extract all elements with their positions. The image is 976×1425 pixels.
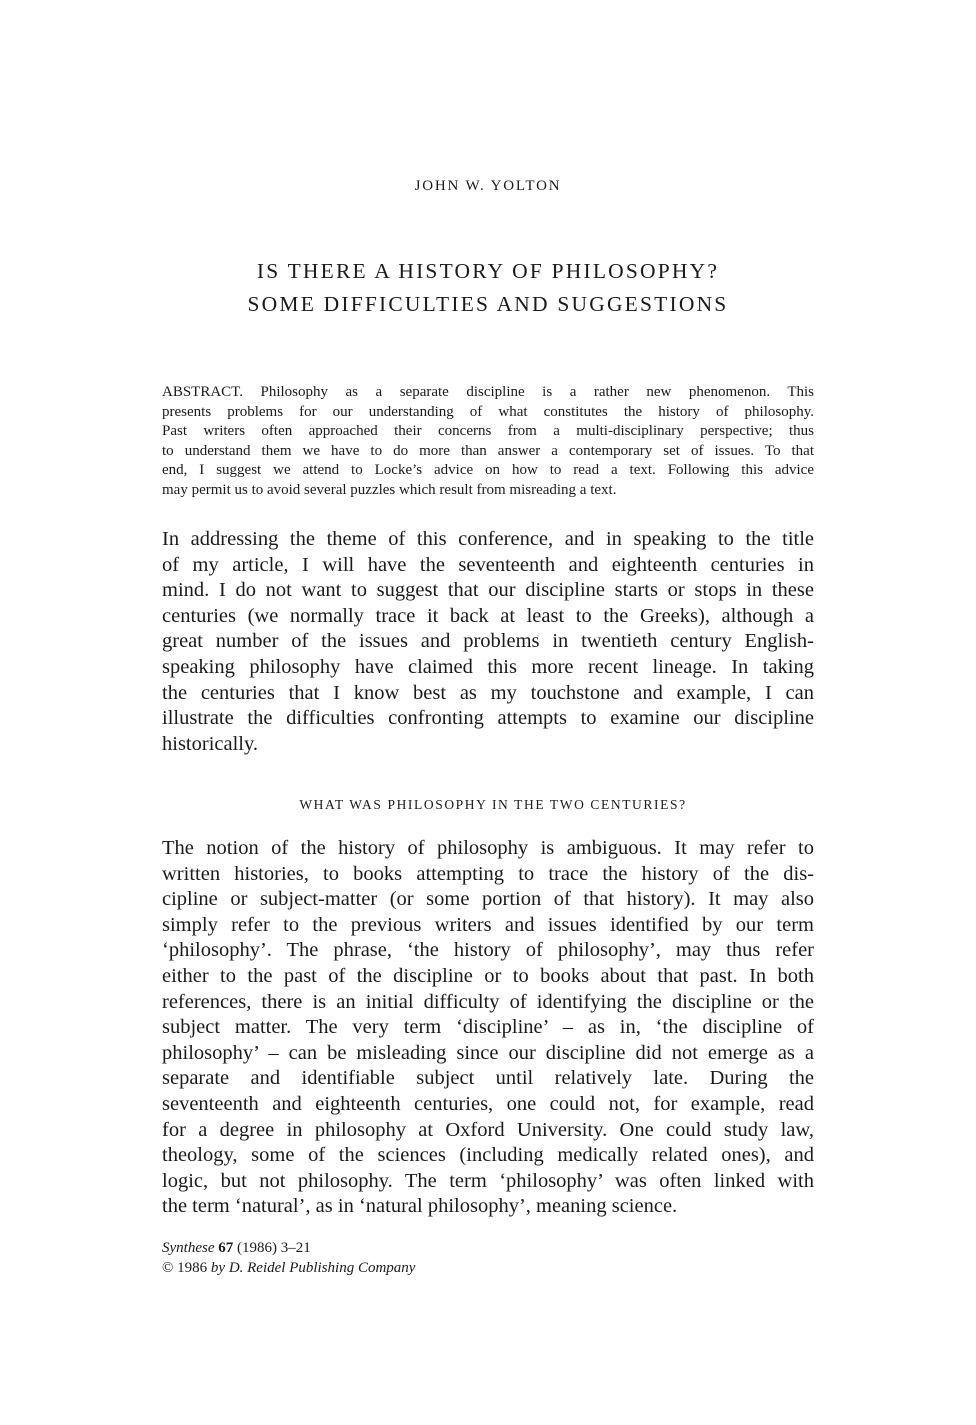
paragraph-line: theology, some of the sciences (including medically related ones), and	[162, 1144, 814, 1167]
publisher-name: by D. Reidel Publishing Company	[210, 1260, 416, 1276]
section-paragraph	[162, 836, 814, 1220]
citation-line	[162, 1238, 415, 1258]
abstract-line: Past writers often approached their concerns from a multi-disciplinary perspective; thus	[162, 423, 814, 439]
paragraph-line: seventeenth and eighteenth centuries, one could not, for example, read	[162, 1092, 814, 1115]
paragraph-line: written histories, to books attempting to trace the history of the dis-	[162, 862, 814, 885]
paragraph-line: illustrate the difficulties confronting attempts to examine our discipline	[162, 707, 814, 730]
paragraph-line: great number of the issues and problems in twentieth century English-	[162, 630, 814, 653]
paragraph-line: cipline or subject-matter (or some portion of that history). It may also	[162, 888, 814, 911]
paragraph-line: separate and identifiable subject until relatively late. During the	[162, 1067, 814, 1090]
paragraph-line: the term ‘natural’, as in ‘natural philosophy’, meaning science.	[162, 1195, 678, 1218]
intro-paragraph	[162, 527, 814, 757]
section-heading: WHAT WAS PHILOSOPHY IN THE TWO CENTURIES?	[299, 797, 687, 812]
paragraph-line: The notion of the history of philosophy is ambiguous. It may refer to	[162, 837, 814, 859]
abstract-line: presents problems for our understanding of what constitutes the history of philosophy.	[162, 403, 814, 420]
paragraph-line: In addressing the theme of this conference, and in speaking to the title	[162, 528, 814, 550]
journal-volume: 67	[218, 1240, 234, 1256]
copyright-prefix: © 1986	[162, 1260, 211, 1276]
journal-name: Synthese	[162, 1240, 215, 1256]
author-name: JOHN W. YOLTON	[414, 178, 562, 194]
paragraph-line: logic, but not philosophy. The term ‘philosophy’ was often linked with	[162, 1169, 814, 1192]
paragraph-line: historically.	[162, 732, 259, 755]
abstract-line: end, I suggest we attend to Locke’s advice on how to read a text. Following this advice	[162, 462, 814, 478]
paragraph-line: mind. I do not want to suggest that our discipline starts or stops in these	[162, 579, 814, 602]
journal-year-pages: (1986) 3–21	[233, 1240, 311, 1256]
paragraph-line: speaking philosophy have claimed this more recent lineage. In taking	[162, 655, 814, 678]
citation-footer	[162, 1238, 415, 1278]
article-title-line-2: SOME DIFFICULTIES AND SUGGESTIONS	[247, 292, 729, 316]
paragraph-line: philosophy’ – can be misleading since our discipline did not emerge as a	[162, 1041, 814, 1064]
paragraph-line: references, there is an initial difficulty of identifying the discipline or the	[162, 990, 814, 1013]
paragraph-line: simply refer to the previous writers and issues identified by our term	[162, 913, 814, 936]
copyright-line	[162, 1258, 415, 1278]
abstract	[162, 383, 814, 500]
paragraph-line: for a degree in philosophy at Oxford University. One could study law,	[162, 1118, 814, 1141]
paragraph-line: subject matter. The very term ‘discipline’ – as in, ‘the discipline of	[162, 1016, 814, 1039]
paragraph-line: ‘philosophy’. The phrase, ‘the history of philosophy’, may thus refer	[162, 939, 814, 962]
paragraph-line: of my article, I will have the seventeenth and eighteenth centuries in	[162, 553, 814, 576]
article-title-line-1: IS THERE A HISTORY OF PHILOSOPHY?	[256, 259, 720, 283]
abstract-line: ABSTRACT. Philosophy as a separate discipline is a rather new phenomenon. This	[162, 384, 814, 400]
abstract-line: to understand them we have to do more than answer a contemporary set of issues. To that	[162, 442, 814, 459]
abstract-line: may permit us to avoid several puzzles which result from misreading a text.	[162, 481, 617, 498]
paragraph-line: either to the past of the discipline or to books about that past. In both	[162, 964, 814, 987]
paragraph-line: centuries (we normally trace it back at least to the Greeks), although a	[162, 604, 814, 627]
paragraph-line: the centuries that I know best as my touchstone and example, I can	[162, 681, 814, 704]
